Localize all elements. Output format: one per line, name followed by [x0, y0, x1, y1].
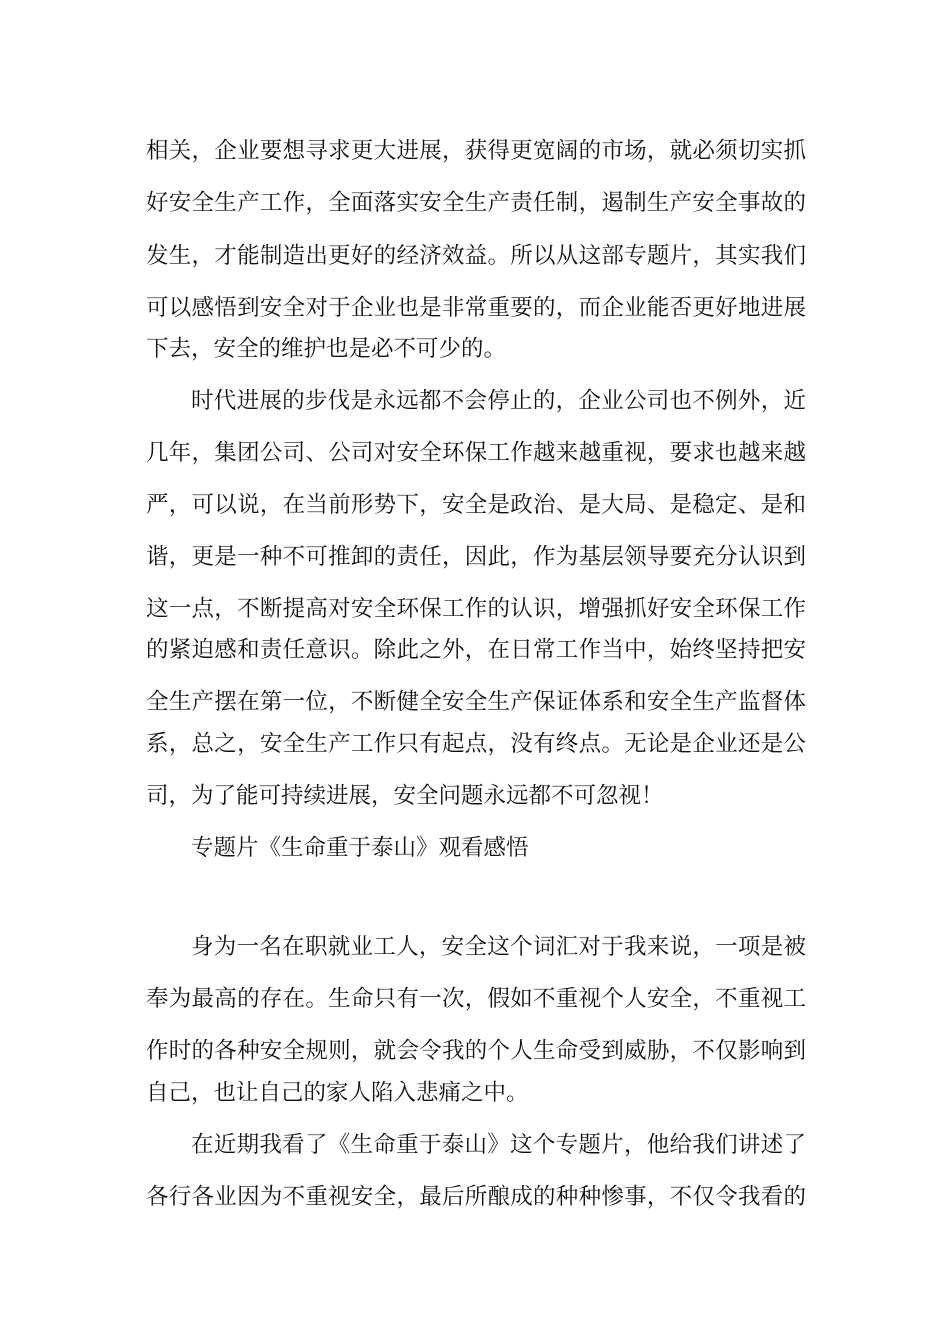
section-heading: 专题片《生命重于泰山》观看感悟 [191, 835, 529, 861]
paragraph-2-line-6: 的紧迫感和责任意识。除此之外，在日常工作当中，始终坚持把安 [146, 637, 806, 663]
paragraph-1-line-5: 下去，安全的维护也是必不可少的。 [146, 336, 507, 362]
paragraph-2-line-8: 系，总之，安全生产工作只有起点，没有终点。无论是企业还是公 [146, 731, 806, 757]
paragraph-2-line-2: 几年，集团公司、公司对安全环保工作越来越重视，要求也越来越 [146, 440, 806, 466]
paragraph-1-line-3: 发生，才能制造出更好的经济效益。所以从这部专题片，其实我们 [146, 243, 806, 269]
paragraph-1-line-1: 相关，企业要想寻求更大进展，获得更宽阔的市场，就必须切实抓 [146, 138, 806, 164]
paragraph-1-line-2: 好安全生产工作，全面落实安全生产责任制，遏制生产安全事故的 [146, 190, 806, 216]
paragraph-4-line-1: 在近期我看了《生命重于泰山》这个专题片，他给我们讲述了 [191, 1132, 806, 1158]
paragraph-3-line-3: 作时的各种安全规则，就会令我的个人生命受到威胁，不仅影响到 [146, 1038, 806, 1064]
paragraph-2-line-5: 这一点，不断提高对安全环保工作的认识，增强抓好安全环保工作 [146, 596, 806, 622]
paragraph-2-line-1: 时代进展的步伐是永远都不会停止的，企业公司也不例外，近 [191, 388, 806, 414]
paragraph-2-line-3: 严，可以说，在当前形势下，安全是政治、是大局、是稳定、是和 [146, 492, 806, 518]
paragraph-3-line-2: 奉为最高的存在。生命只有一次，假如不重视个人安全，不重视工 [146, 986, 806, 1012]
paragraph-1-line-4: 可以感悟到安全对于企业也是非常重要的，而企业能否更好地进展 [146, 295, 806, 321]
paragraph-3-line-1: 身为一名在职就业工人，安全这个词汇对于我来说，一项是被 [191, 934, 806, 960]
paragraph-2-line-7: 全生产摆在第一位，不断健全安全生产保证体系和安全生产监督体 [146, 689, 806, 715]
paragraph-2-line-4: 谐，更是一种不可推卸的责任，因此，作为基层领导要充分认识到 [146, 544, 806, 570]
paragraph-3-line-4: 自己，也让自己的家人陷入悲痛之中。 [146, 1080, 529, 1106]
paragraph-4-line-2: 各行各业因为不重视安全，最后所酿成的种种惨事，不仅令我看的 [146, 1184, 806, 1210]
paragraph-2-line-9: 司，为了能可持续进展，安全问题永远都不可忽视！ [146, 783, 664, 809]
